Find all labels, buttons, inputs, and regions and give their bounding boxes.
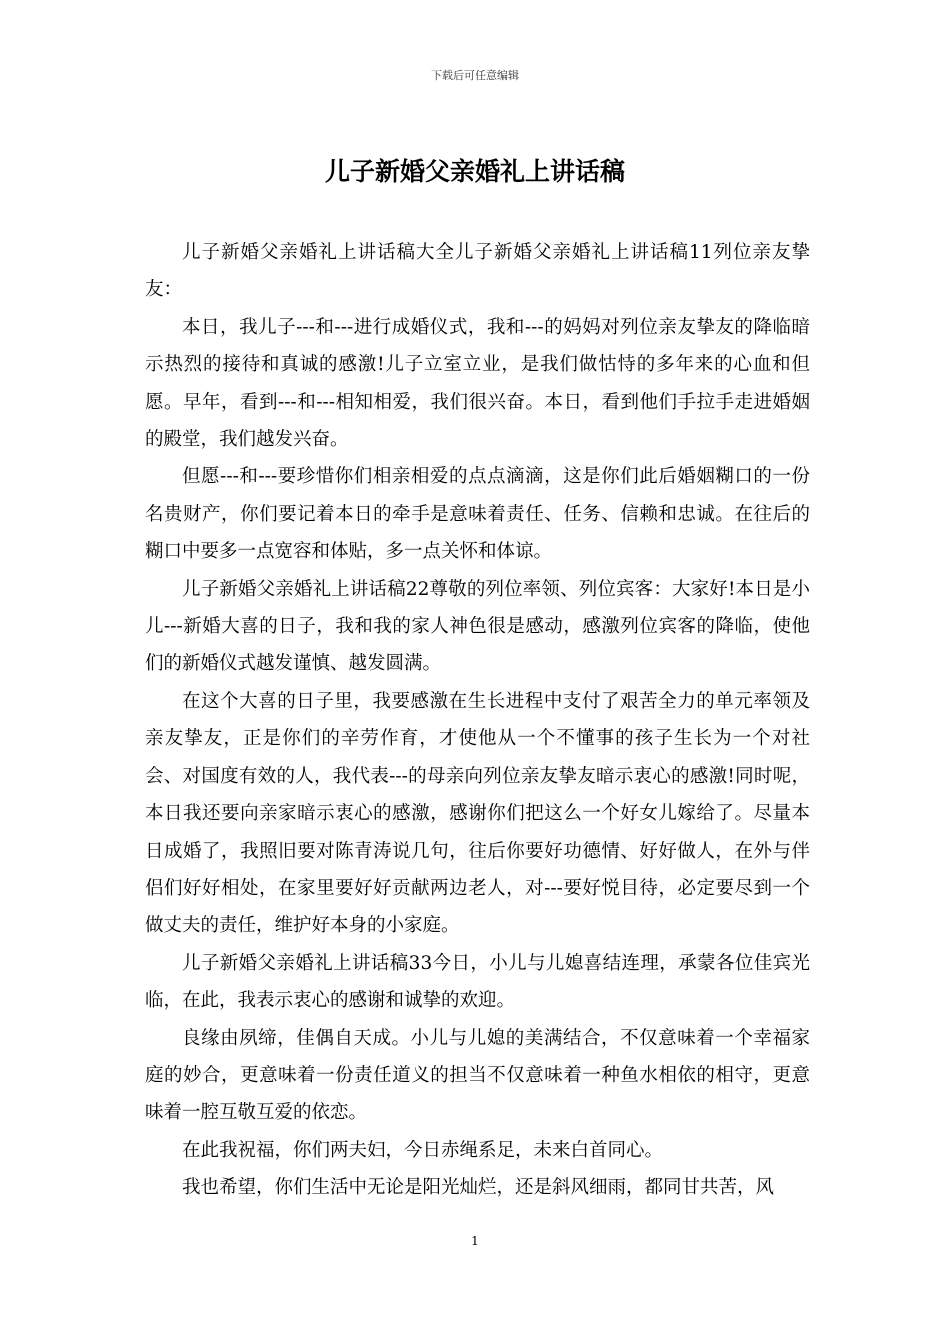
document-title: 儿子新婚父亲婚礼上讲话稿 <box>324 157 625 186</box>
paragraph-9: 我也希望，你们生活中无论是阳光灿烂，还是斜风细雨，都同甘共苦，风 <box>182 1177 775 1199</box>
paragraph-5: 在这个大喜的日子里，我要感激在生长进程中支付了艰苦全力的单元率领及亲友挚友，正是你们的辛劳作育，才使他从一个不懂事的孩子生长为一个对社会、对国度有效的人，我代表---的母亲向列位亲友挚友暗示衷心的感激!同时呢，本日我还要向亲家暗示衷心的感激，感谢你们把这么一个好女儿嫁给了。尽量本日成婚了，我照旧要对陈青涛说几句，往后你要好功德情、好好做人，在外与伴侣们好好相处，在家里要好好贡献两边老人，对---要好悦目待，必定要尽到一个做丈夫的责任，维护好本身的小家庭。 <box>145 690 810 937</box>
paragraph-6: 儿子新婚父亲婚礼上讲话稿33今日，小儿与儿媳喜结连理，承蒙各位佳宾光临，在此，我表示衷心的感谢和诚挚的欢迎。 <box>145 952 810 1012</box>
paragraph-4: 儿子新婚父亲婚礼上讲话稿22尊敬的列位率领、列位宾客：大家好!本日是小儿---新婚大喜的日子，我和我的家人神色很是感动，感激列位宾客的降临，使他们的新婚仪式越发谨慎、越发圆满。 <box>145 578 810 675</box>
header-note: 下载后可任意编辑 <box>431 69 519 82</box>
paragraph-8: 在此我祝福，你们两夫妇，今日赤绳系足，未来白首同心。 <box>182 1139 664 1161</box>
paragraph-1: 儿子新婚父亲婚礼上讲话稿大全儿子新婚父亲婚礼上讲话稿11列位亲友挚友： <box>145 242 810 301</box>
paragraph-3: 但愿---和---要珍惜你们相亲相爱的点点滴滴，这是你们此后婚姻糊口的一份名贵财产，你们要记着本日的牵手是意味着责任、任务、信赖和忠诚。在往后的糊口中要多一点宽容和体贴，多一点关怀和体谅。 <box>145 466 810 563</box>
page-number: 1 <box>471 1234 479 1248</box>
paragraph-2: 本日，我儿子---和---进行成婚仪式，我和---的妈妈对列位亲友挚友的降临暗示热烈的接待和真诚的感激!儿子立室立业，是我们做怙恃的多年来的心血和但愿。早年，看到---和---相知相爱，我们很兴奋。本日，看到他们手拉手走进婚姻的殿堂，我们越发兴奋。 <box>145 316 810 451</box>
document-body <box>145 234 810 1207</box>
paragraph-7: 良缘由夙缔，佳偶自天成。小儿与儿媳的美满结合，不仅意味着一个幸福家庭的妙合，更意味着一份责任道义的担当不仅意味着一种鱼水相依的相守，更意味着一腔互敬互爱的依恋。 <box>145 1027 810 1124</box>
